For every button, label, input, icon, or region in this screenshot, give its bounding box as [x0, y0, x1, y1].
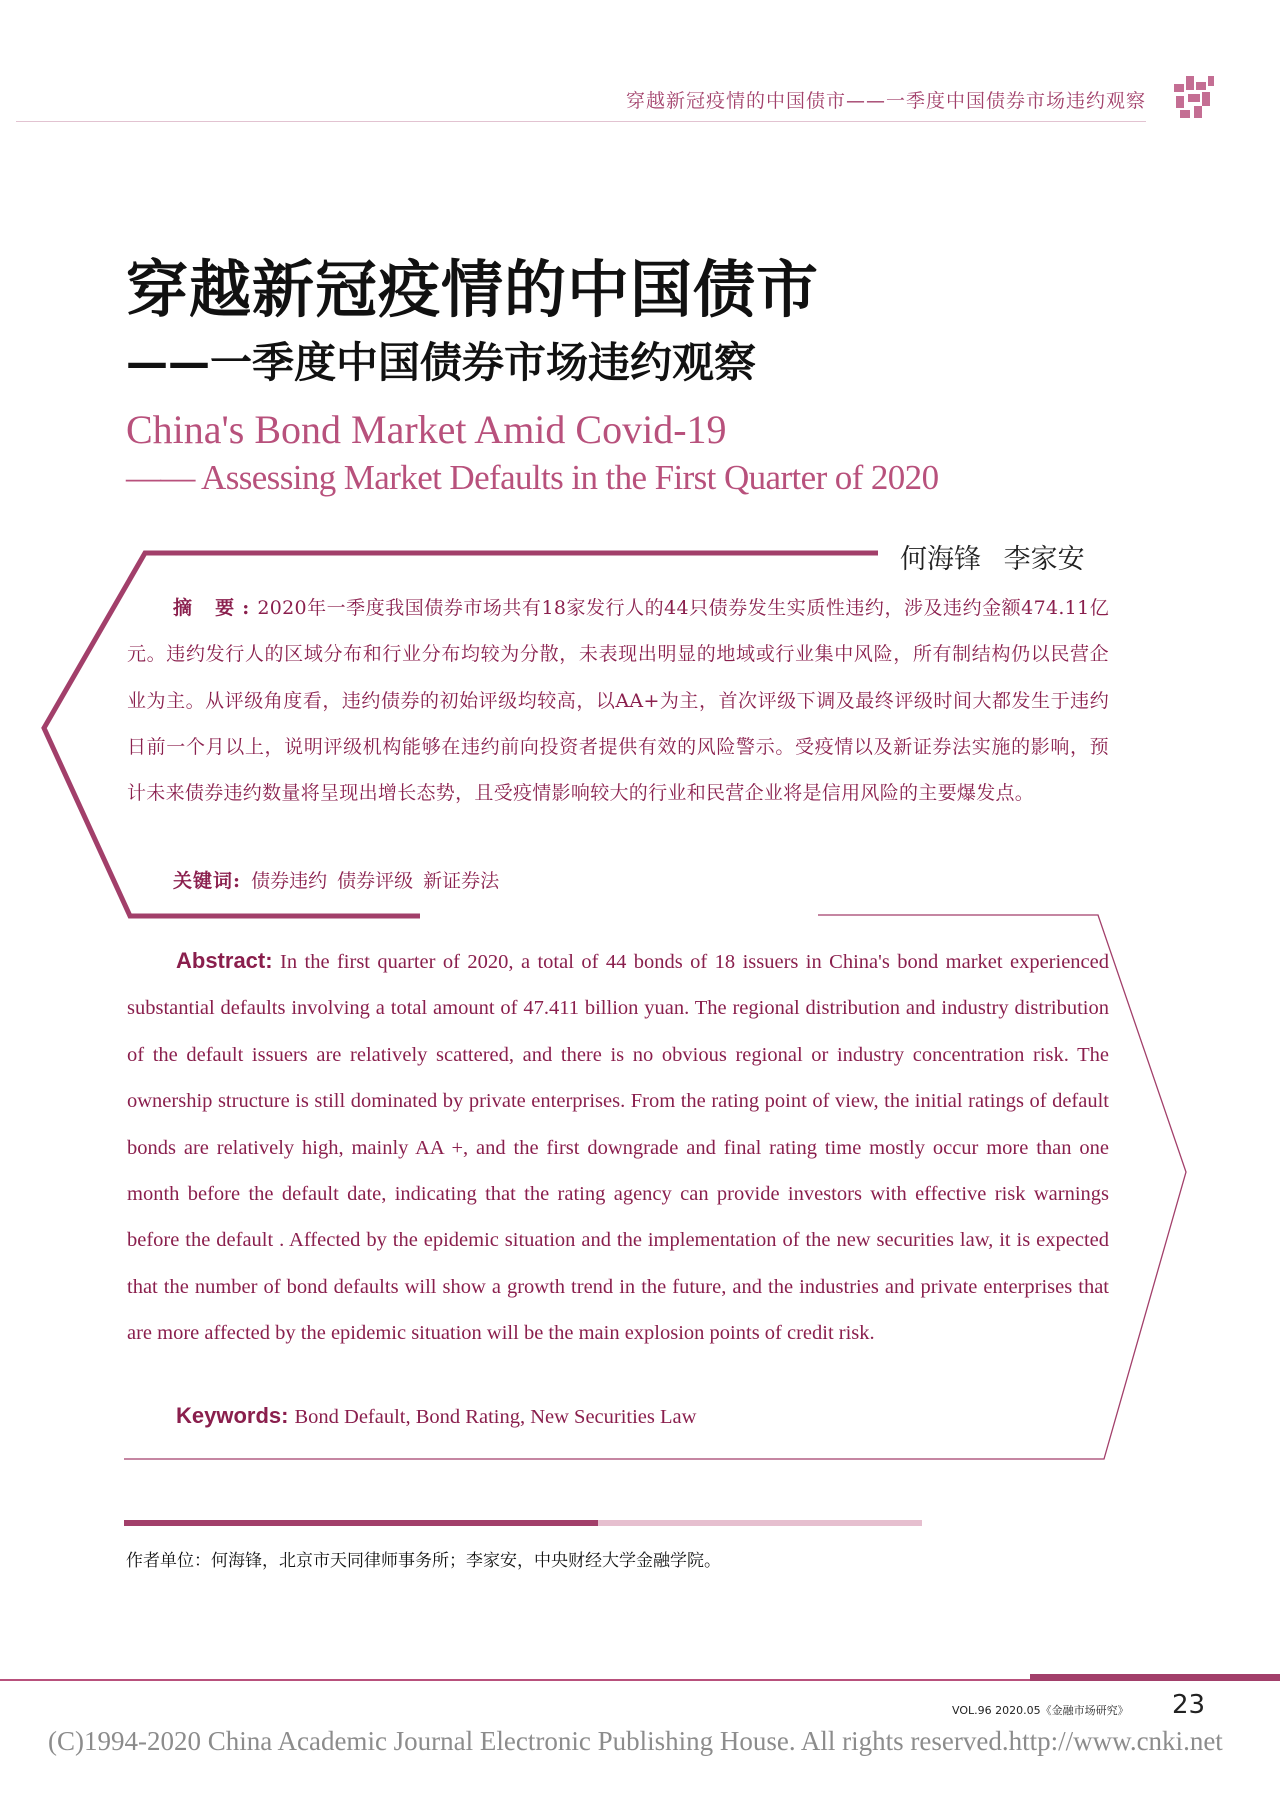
abstract-english-label: Abstract: — [176, 948, 273, 973]
affiliation-divider-light — [598, 1520, 922, 1526]
title-english: China's Bond Market Amid Covid-19 — [126, 407, 727, 452]
abstract-english — [127, 938, 1109, 1357]
cnki-url-link[interactable]: http://www.cnki.net — [1008, 1726, 1223, 1756]
keywords-chinese — [173, 866, 499, 893]
authors: 何海锋 李家安 — [900, 544, 1085, 575]
keywords-english — [176, 1403, 696, 1429]
affiliation-divider-dark — [124, 1520, 598, 1526]
header-divider — [16, 121, 1146, 122]
copyright-text: (C)1994-2020 China Academic Journal Electronic Publishing House. All rights reserved. — [48, 1726, 1009, 1756]
abstract-chinese-text: 2020年一季度我国债券市场共有18家发行人的44只债券发生实质性违约，涉及违约金额474.11亿元。违约发行人的区域分布和行业分布均较为分散，未表现出明显的地域或行业集中风险，所有制结构仍以民营企业为主。从评级角度看，违约债券的初始评级均较高，以AA+为主，首次评级下调及最终评级时间大都发生于违约日前一个月以上，说明评级机构能够在违约前向投资者提供有效的风险警示。受疫情以及新证券法实施的影响，预计未来债券违约数量将呈现出增长态势，且受疫情影响较大的行业和民营企业将是信用风险的主要爆发点。 — [127, 597, 1109, 805]
footer-accent-bar — [1030, 1674, 1280, 1681]
journal-logo-icon — [1172, 74, 1216, 120]
keywords-english-label: Keywords: — [176, 1403, 289, 1428]
abstract-english-text: In the first quarter of 2020, a total of 44 bonds of 18 issuers in China's bond market experienced substantial defaults involving a total amount of 47.411 billion yuan. The regional distribution and industry distribution of the default issuers are relatively scattered, and there is no obvious regional or industry concentration risk. The ownership structure is still dominated by private enterprises. From the rating point of view, the initial ratings of default bonds are relatively high, mainly AA +, and the first downgrade and final rating time mostly occur more than one month before the default date, indicating that the rating agency can provide investors with effective risk warnings before the default . Affected by the epidemic situation and the implementation of the new securities law, it is expected that the number of bond defaults will show a growth trend in the future, and the industries and private enterprises that are more affected by the epidemic situation will be the main explosion points of credit risk. — [127, 951, 1110, 1345]
running-header: 穿越新冠疫情的中国债市——一季度中国债券市场违约观察 — [625, 90, 1146, 112]
title-chinese: 穿越新冠疫情的中国债市 — [126, 253, 820, 326]
abstract-chinese-label: 摘 要: — [173, 597, 258, 619]
author-affiliation: 作者单位：何海锋，北京市天同律师事务所；李家安，中央财经大学金融学院。 — [126, 1551, 721, 1571]
journal-volume: VOL.96 2020.05《金融市场研究》 — [952, 1704, 1129, 1717]
subtitle-chinese: ——一季度中国债券市场违约观察 — [126, 338, 757, 387]
copyright-line — [48, 1726, 1223, 1757]
keywords-chinese-label: 关键词: — [173, 870, 242, 892]
abstract-chinese — [127, 585, 1109, 816]
keywords-chinese-text: 债券违约 债券评级 新证券法 — [251, 870, 500, 892]
subtitle-english: —— Assessing Market Defaults in the First Quarter of 2020 — [126, 458, 939, 497]
page-number: 23 — [1172, 1690, 1206, 1720]
keywords-english-text: Bond Default, Bond Rating, New Securities Law — [294, 1406, 697, 1428]
